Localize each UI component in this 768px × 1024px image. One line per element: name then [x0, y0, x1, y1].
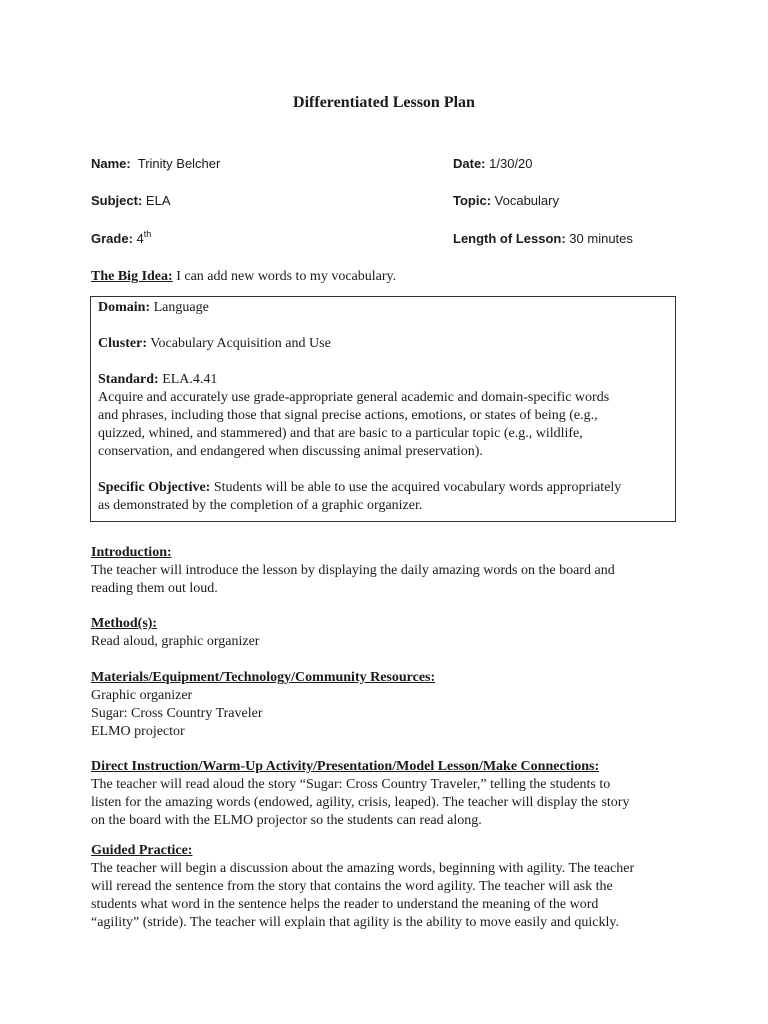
guided-practice-line: will reread the sentence from the story that contains the word agility. The teacher will ask the: [91, 879, 613, 894]
objective-text-line: as demonstrated by the completion of a graphic organizer.: [98, 498, 423, 513]
materials-heading: Materials/Equipment/Technology/Community Resources:: [91, 670, 436, 685]
grade-superscript: th: [143, 229, 152, 239]
subject-value: ELA: [145, 193, 171, 208]
name-value: Trinity Belcher: [137, 156, 221, 171]
standard-line: [98, 371, 217, 389]
domain-line: [98, 299, 209, 317]
direct-instruction-line: The teacher will read aloud the story “Sugar: Cross Country Traveler,” telling the students to: [91, 777, 611, 792]
guided-practice-line: “agility” (stride). The teacher will explain that agility is the ability to move easily and quickly.: [91, 915, 619, 930]
subject-label: Subject:: [91, 193, 143, 208]
materials-line: Graphic organizer: [91, 688, 193, 703]
date-value: 1/30/20: [489, 156, 533, 171]
name-label: Name:: [91, 156, 131, 171]
methods-heading: Method(s):: [91, 616, 158, 631]
materials-line: ELMO projector: [91, 724, 185, 739]
length-value: 30 minutes: [569, 231, 633, 246]
standard-text-line: Acquire and accurately use grade-appropriate general academic and domain-specific words: [98, 390, 610, 405]
guided-practice-heading: Guided Practice:: [91, 843, 193, 858]
topic-value: Vocabulary: [494, 193, 559, 208]
introduction-line: reading them out loud.: [91, 581, 218, 596]
cluster-line: [98, 335, 331, 353]
standard-value: ELA.4.41: [162, 372, 218, 387]
cluster-label: Cluster:: [98, 336, 147, 351]
guided-practice-line: students what word in the sentence helps the reader to understand the meaning of the word: [91, 897, 599, 912]
standard-text-line: quizzed, whined, and stammered) and that are basic to a particular topic (e.g., wildlife,: [98, 426, 583, 441]
objective-label: Specific Objective:: [98, 480, 211, 495]
standards-box: [90, 296, 676, 522]
domain-value: Language: [153, 300, 209, 315]
objective-text: Students will be able to use the acquired vocabulary words appropriately: [213, 480, 622, 495]
direct-instruction-heading: Direct Instruction/Warm-Up Activity/Presentation/Model Lesson/Make Connections:: [91, 759, 600, 774]
document-title: Differentiated Lesson Plan: [293, 94, 475, 111]
standard-label: Standard:: [98, 372, 159, 387]
name-field: [91, 155, 220, 173]
standard-text-line: conservation, and endangered when discussing animal preservation).: [98, 444, 483, 459]
materials-line: Sugar: Cross Country Traveler: [91, 706, 263, 721]
subject-field: [91, 192, 171, 210]
direct-instruction-line: listen for the amazing words (endowed, agility, crisis, leaped). The teacher will display the story: [91, 795, 630, 810]
objective-line: [98, 479, 621, 497]
date-label: Date:: [453, 156, 486, 171]
big-idea: [91, 268, 396, 286]
standard-text-line: and phrases, including those that signal precise actions, emotions, or states of being (e.g.,: [98, 408, 598, 423]
topic-field: [453, 192, 559, 210]
length-label: Length of Lesson:: [453, 231, 566, 246]
big-idea-text: I can add new words to my vocabulary.: [176, 269, 397, 284]
grade-value: 4: [136, 231, 144, 246]
grade-label: Grade:: [91, 231, 133, 246]
domain-label: Domain:: [98, 300, 151, 315]
length-field: [453, 230, 633, 248]
grade-field: [91, 230, 151, 249]
big-idea-label: The Big Idea:: [91, 269, 173, 284]
cluster-value: Vocabulary Acquisition and Use: [150, 336, 331, 351]
guided-practice-line: The teacher will begin a discussion about the amazing words, beginning with agility. The teacher: [91, 861, 635, 876]
topic-label: Topic:: [453, 193, 492, 208]
date-field: [453, 155, 533, 173]
introduction-line: The teacher will introduce the lesson by displaying the daily amazing words on the board and: [91, 563, 615, 578]
introduction-heading: Introduction:: [91, 545, 172, 560]
direct-instruction-line: on the board with the ELMO projector so the students can read along.: [91, 813, 482, 828]
methods-line: Read aloud, graphic organizer: [91, 634, 260, 649]
